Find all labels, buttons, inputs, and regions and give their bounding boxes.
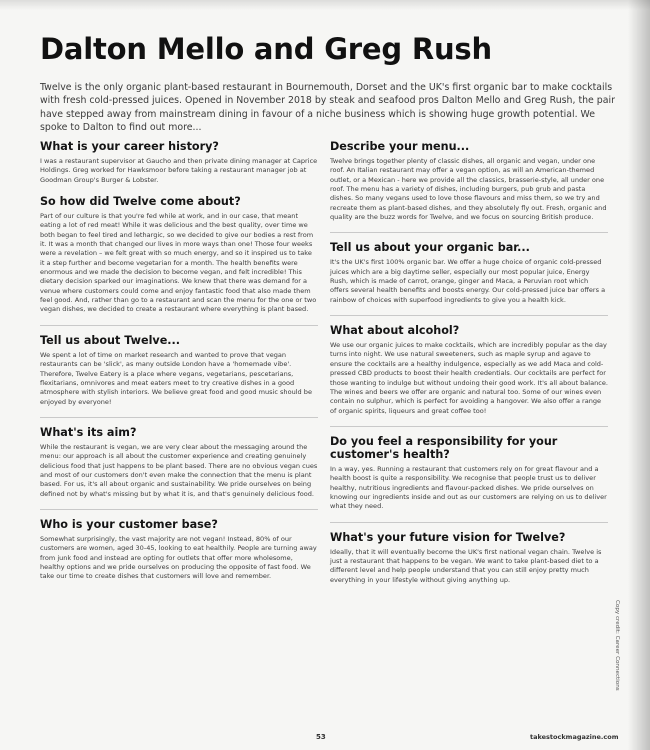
section-body: We use our organic juices to make cocktails, which are incredibly popular as the day turns into night. We use natural sweeteners, such as maple syrup and agave to ensure the cocktails are a healthy indulgence, especially as we add Maca and cold-pressed CBD products to boost their health credentials. Our cocktails are perfect for those wanting to indulge but without undoing their good work. It's all about balance. The wines and beers we offer are organic and natural too. Some of our wines even contain no sulphur, which is perfect for avoiding a hangover. We also offer a range of organic spirits, liqueurs and great coffee too! [330,341,608,415]
section-divider [330,426,608,427]
section-heading: Describe your menu... [330,140,470,153]
page-number: 53 [316,733,326,741]
page-top-shadow [0,0,650,10]
section-body: It's the UK's first 100% organic bar. We offer a huge choice of organic cold-pressed juices which are a big daytime seller, especially our most popular juice, Energy Rush, which is made of carrot, orange, ginger and Maca, a Peruvian root which offers several health benefits and boosts energy. Our cold-pressed juice bar offers a rainbow of choices with superfood ingredients to give you a health kick. [330,258,606,304]
section-divider [40,325,318,326]
section-alcohol [330,324,608,416]
section-heading: What's its aim? [40,425,137,439]
section-divider [330,315,608,316]
section-organic-bar [330,241,608,305]
article-intro: Twelve is the only organic plant-based restaurant in Bournemouth, Dorset and the UK's first organic bar to make cocktails with fresh cold-pressed juices. Opened in November 2018 by steak and seafood pros Dalton Mello and Greg Rush, the pair have stepped away from mainstream dining in favour of a niche business which is showing huge growth potential. We spoke to Dalton to find out more... [40,82,615,134]
section-heading: Who is your customer base? [40,517,218,531]
section-menu [330,140,608,222]
section-heading: What's your future vision for Twelve? [330,530,566,544]
article-title: Dalton Mello and Greg Rush [40,32,492,66]
section-about-twelve [40,334,318,407]
magazine-website: takestockmagazine.com [530,733,619,741]
section-body: In a way, yes. Running a restaurant that customers rely on for great flavour and a health boost is quite a responsibility. We recognise that people trust us to deliver healthy, nutritious ingredients and flavour-packed dishes. We pride ourselves on knowing our ingredients inside and out as our customers are relying on us to deliver what they need. [330,464,607,511]
right-column [330,140,608,595]
section-heading: So how did Twelve come about? [40,195,241,209]
section-heading: What is your career history? [40,140,219,153]
photo-credit: Copy credit: Career Connections [614,600,620,691]
section-heading: Do you feel a responsibility for your customer's health? [330,434,558,461]
section-heading: Tell us about your organic bar... [330,241,530,255]
section-divider [40,509,318,510]
section-how-twelve-came-about [40,195,318,315]
section-body: Somewhat surprisingly, the vast majority are not vegan! Instead, 80% of our customers are women, aged 30-45, looking to eat healthily. People are turning away from junk food and instead are opting for outlets that offer more wholesome, healthy options and we pride ourselves on producing the opposite of fast food. We take our time to create dishes that customers will love and remember. [40,534,317,581]
section-divider [40,417,318,418]
section-body: While the restaurant is vegan, we are very clear about the messaging around the menu: our approach is all about the customer experience and creating genuinely delicious food that just happens to be plant based. There are no obvious vegan cues and most of our customers don't even make the connection that the menu is plant based. For us, it's all about organic and sustainability. We pride ourselves on being defined not by what's missing but by what it is, and that's genuinely delicious food. [40,442,318,498]
section-career-history [40,140,318,185]
section-future-vision [330,531,608,585]
section-customer-base [40,518,318,582]
section-heading: Tell us about Twelve... [40,333,181,347]
section-body: Ideally, that it will eventually become the UK's first national vegan chain. Twelve is just a restaurant that happens to be vegan. We want to take plant-based diet to a different level and help people understand that you can still enjoy pretty much everything in your lifestyle without giving anything up. [330,547,602,584]
section-aim [40,426,318,499]
section-body: Twelve brings together plenty of classic dishes, all organic and vegan, under one roof. An Italian restaurant may offer a vegan option, as will an American-themed outlet, or a Mexican - here we provide all the classics, brasserie-style, all under one roof. The menu has a variety of dishes, including burgers, pub grub and pasta dishes. So many vegans used to love those flavours and miss them, so we try and recreate them as plant-based dishes, and they absolutely fly out. Fresh, organic and quality are the buzz words for Twelve, and we focus on sourcing British produce. [330,157,607,222]
section-responsibility [330,435,608,512]
section-body: I was a restaurant supervisor at Gaucho and then private dining manager at Caprice Holdings. Greg worked for Hawksmoor before taking a restaurant manager job at Goodman Group's Burger & Lobster. [40,157,318,184]
section-heading: What about alcohol? [330,324,460,338]
section-body: Part of our culture is that you're fed while at work, and in our case, that meant eating a lot of red meat! While it was delicious and the best quality, over time we both began to feel tired and lethargic, so we decided to give our bodies a rest from it. It was a month that changed our lives in more ways than one! Those four weeks were a revelation – we felt great with so much energy, and so it inspired us to take it a step further and become vegetarian for a month. The health benefits were enormous and we made the decision to become vegan, and felt incredible! This dietary decision sparked our imaginations. We knew that there was demand for a venue where customers could come and enjoy fantastic food that also made them feel good. And, rather than go to a restaurant and scan the menu for the one or two vegan dishes, we decided to create a restaurant where everything is plant based. [40,212,317,314]
page-spine-shadow [628,0,650,750]
section-body: We spent a lot of time on market research and wanted to prove that vegan restaurants can be 'slick', as many outside London have a 'homemade vibe'. Therefore, Twelve Eatery is a place where vegans, vegetarians, pescetarians, flexitarians, omnivores and meat eaters meet to try creative dishes in a good atmosphere with stylish interiors. We believe great food and good music should be enjoyed by everyone! [40,350,312,406]
section-divider [330,522,608,523]
left-column [40,140,318,592]
section-divider [330,232,608,233]
